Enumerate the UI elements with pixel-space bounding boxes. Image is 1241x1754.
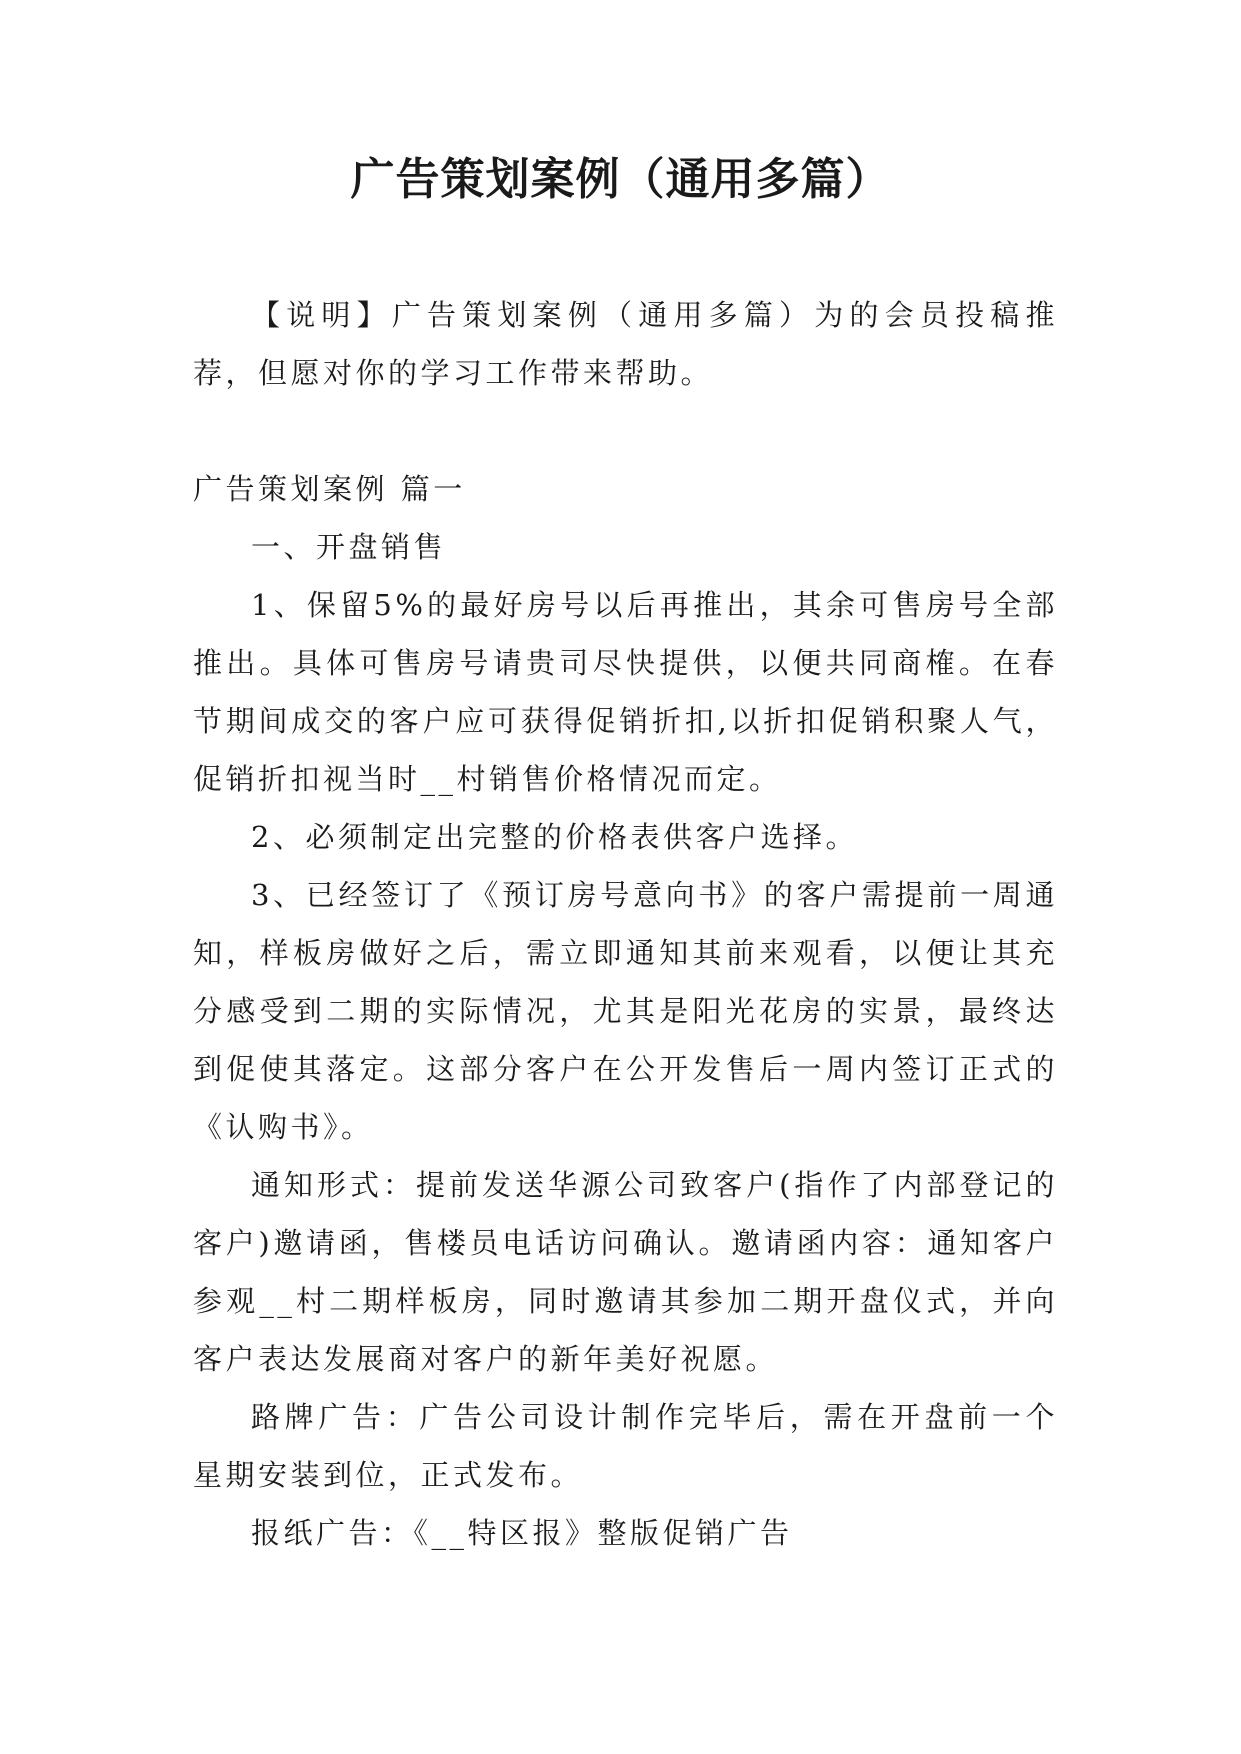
document-body	[193, 286, 1058, 1562]
body-paragraph: 路牌广告：广告公司设计制作完毕后，需在开盘前一个星期安装到位，正式发布。	[193, 1400, 1058, 1492]
section-heading: 广告策划案例 篇一	[193, 472, 466, 506]
body-paragraph: 3、已经签订了《预订房号意向书》的客户需提前一周通知，样板房做好之后，需立即通知其前来观看，以便让其充分感受到二期的实际情况，尤其是阳光花房的实景，最终达到促使其落定。这部分客户在公开发售后一周内签订正式的《认购书》。	[193, 878, 1058, 1144]
body-paragraph: 1、保留5%的最好房号以后再推出，其余可售房号全部推出。具体可售房号请贵司尽快提供，以便共同商榷。在春节期间成交的客户应可获得促销折扣,以折扣促销积聚人气，促销折扣视当时__村销售价格情况而定。	[193, 588, 1058, 796]
document-title: 广告策划案例（通用多篇）	[350, 154, 891, 205]
body-paragraph: 报纸广告：《__特区报》整版促销广告	[251, 1516, 793, 1550]
body-paragraph: 2、必须制定出完整的价格表供客户选择。	[251, 820, 858, 854]
subheading-opening-sales: 一、开盘销售	[251, 530, 447, 564]
body-paragraph: 通知形式：提前发送华源公司致客户(指作了内部登记的客户)邀请函，售楼员电话访问确认。邀请函内容：通知客户参观__村二期样板房，同时邀请其参加二期开盘仪式，并向客户表达发展商对客户的新年美好祝愿。	[193, 1168, 1058, 1376]
note-paragraph: 【说明】广告策划案例（通用多篇）为的会员投稿推荐，但愿对你的学习工作带来帮助。	[193, 298, 1058, 390]
